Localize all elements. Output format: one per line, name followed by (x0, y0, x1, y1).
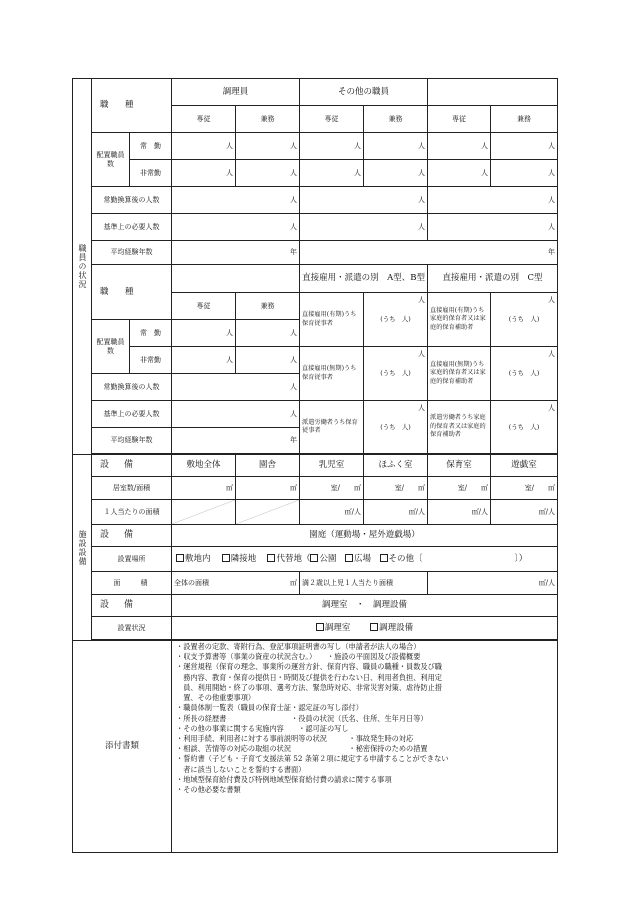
adjacent-checkbox[interactable]: 隣接地 (222, 554, 257, 564)
onsite-checkbox[interactable]: 敷地内 (176, 554, 211, 564)
attach-line: ・収支予算書等（事業の資産の状況含む。） ・施設の平面図及び設備概要 (176, 652, 421, 662)
attach-line: ・職員体制一覧表（職員の保育士証・認定証の写し添付） (176, 703, 363, 713)
attach-line: ・設置者の定款、寄附行為、登記事項証明書の写し（申請者が法人の場合） (176, 642, 421, 651)
application-form (72, 78, 557, 853)
count-input[interactable]: 人 (172, 187, 300, 214)
job-type-label: 職 種 (92, 265, 172, 320)
plaza-checkbox[interactable]: 広場 (345, 554, 371, 564)
c-fixed-term-count[interactable]: 人 (うち 人) (491, 293, 558, 347)
years-input[interactable]: 年 (172, 241, 300, 265)
park-checkbox[interactable]: 公園 (310, 554, 336, 564)
avg-experience-label: 平均経験年数 (92, 241, 172, 265)
col-infant-room: 乳児室 (300, 455, 364, 477)
count-input[interactable]: 人 (172, 401, 300, 428)
equipment-label: 設 備 (92, 455, 172, 477)
years-input[interactable]: 年 (300, 241, 558, 265)
years-input[interactable]: 年 (172, 428, 300, 454)
count-input[interactable]: 人 (364, 133, 428, 160)
attach-line: ・運営規程（保育の理念、事業所の運営方針、保育内容、職員の職種・員数及び職 (176, 662, 442, 672)
alternate-checkbox[interactable]: 代替地（ (267, 554, 310, 564)
attach-line: ・地域型保育給付費及び特例地域型保育給付費の請求に関する事項 (176, 774, 392, 784)
area-label: 面 積 (92, 572, 172, 595)
other-staff-header: その他の職員 (300, 79, 428, 106)
count-input[interactable]: 人 (428, 214, 558, 241)
location-options: 敷地内 隣接地 代替地（ 公園 広場 その他〔 〕） (172, 547, 558, 572)
staff-and-facility-table (72, 78, 558, 853)
attach-line: ・相談、苦情等の対応の取組の状況 ・秘密保持のための措置 (176, 744, 428, 754)
attach-line: 者に該当しないことを誓約する書面） (176, 764, 306, 774)
c-indefinite-count[interactable]: 人 (うち 人) (491, 347, 558, 401)
kitchen-equipment-checkbox[interactable]: 調理設備 (370, 623, 413, 633)
count-input[interactable]: 人 (491, 133, 558, 160)
area-input[interactable]: ㎡ (236, 477, 300, 500)
concurrent-label: 兼務 (364, 106, 428, 133)
ab-fixed-term-label: 直接雇用(有期)うち保育従事者 (300, 293, 364, 347)
attach-line: 置、その他重要事項） (176, 693, 256, 703)
blank-header (428, 79, 558, 106)
count-input[interactable]: 人 (236, 160, 300, 187)
count-input[interactable]: 人 (172, 160, 236, 187)
attach-line: ・利用手続、利用者に対する事前説明等の状況 ・事故発生時の対応 (176, 733, 414, 743)
type-c-header: 直接雇用・派遣の別 C型 (428, 265, 558, 293)
assigned-staff-label: 配置職員数 (92, 133, 130, 187)
col-nursery-room: 保育室 (428, 455, 491, 477)
nonregular-label: 非常勤 (130, 347, 172, 374)
per-child-input[interactable]: ㎡/人 (428, 500, 491, 525)
count-input[interactable]: 人 (172, 214, 300, 241)
nonregular-label: 非常勤 (130, 160, 172, 187)
ab-indefinite-label: 直接雇用(無期)うち保育従事者 (300, 347, 364, 401)
area-input[interactable]: ㎡ (172, 477, 236, 500)
count-input[interactable]: 人 (172, 347, 236, 374)
fulltime-dedicated-label: 専従 (428, 106, 491, 133)
fulltime-dedicated-label: 専従 (300, 106, 364, 133)
staff-section-label: 職員の状況 (73, 79, 92, 455)
kitchen-options (172, 617, 558, 640)
kitchen-room-checkbox[interactable]: 調理室 (316, 623, 351, 633)
avg-experience-label: 平均経験年数 (92, 428, 172, 454)
c-dispatch-label: 派遣労働者うち家庭的保育者又は家庭的保育補助者 (428, 401, 491, 454)
c-indefinite-label: 直接雇用(無期)うち家庭的保育者又は家庭的保育補助者 (428, 347, 491, 401)
attach-line: ・所長の経歴書 ・役員の状況（氏名、住所、生年月日等） (176, 713, 428, 723)
job-type-label: 職 種 (92, 79, 172, 133)
col-site: 敷地全体 (172, 455, 236, 477)
total-area-cell[interactable]: 全体の面積 ㎡ (172, 572, 300, 595)
equipment-label: 設 備 (92, 595, 172, 617)
count-input[interactable]: 人 (300, 214, 428, 241)
ab-dispatch-label: 派遣労働者うち保育従事者 (300, 401, 364, 454)
na-cell (172, 500, 236, 525)
other-checkbox[interactable]: その他〔 (380, 554, 423, 564)
count-input[interactable]: 人 (491, 160, 558, 187)
col-crawling-room: ほふく室 (364, 455, 428, 477)
count-input[interactable]: 人 (172, 374, 300, 401)
assigned-staff-label: 配置職員数 (92, 320, 130, 374)
per-child-area-label: １人当たりの面積 (92, 500, 172, 525)
cook-header: 調理員 (172, 79, 300, 106)
attach-line: ・その他の事業に関する実施内容 ・認可証の写し (176, 723, 349, 733)
room-area-input[interactable]: 室/ ㎡ (428, 477, 491, 500)
ab-dispatch-count[interactable]: 人 (うち 人) (364, 401, 428, 454)
count-input[interactable]: 人 (172, 320, 236, 347)
age2-area-label: 満２歳以上児１人当たり面積 (300, 572, 428, 595)
count-input[interactable]: 人 (428, 160, 491, 187)
fte-count-label: 常勤換算後の人数 (92, 374, 172, 401)
room-area-input[interactable]: 室/ ㎡ (300, 477, 364, 500)
attach-line: 務内容、教育・保育の提供日・時間及び提供を行わない日、利用者負担、利用定 (176, 672, 442, 682)
attachments-list (172, 641, 558, 853)
install-status-label: 設置状況 (92, 617, 172, 640)
count-input[interactable]: 人 (428, 187, 558, 214)
concurrent-label: 兼務 (236, 293, 300, 320)
blank-header (172, 265, 300, 293)
na-cell (236, 500, 300, 525)
attach-line: ・誓約書（子ども・子育て支援法第 52 条第２項に規定する申請することができない (176, 754, 449, 764)
age2-area-input[interactable]: ㎡/人 (428, 572, 558, 595)
room-count-area-label: 居室数/面積 (92, 477, 172, 500)
attach-line: ・その他必要な書類 (176, 785, 241, 795)
fte-count-label: 常勤換算後の人数 (92, 187, 172, 214)
kitchen-header: 調理室 ・ 調理設備 (172, 595, 558, 617)
ab-fixed-term-count[interactable]: 人 (うち 人) (364, 293, 428, 347)
count-input[interactable]: 人 (300, 133, 364, 160)
location-label: 設置場所 (92, 547, 172, 572)
regular-label: 常 勤 (130, 133, 172, 160)
concurrent-label: 兼務 (491, 106, 558, 133)
room-area-input[interactable]: 室/ ㎡ (491, 477, 558, 500)
concurrent-label: 兼務 (236, 106, 300, 133)
col-playroom: 遊戯室 (491, 455, 558, 477)
per-child-input[interactable]: ㎡/人 (491, 500, 558, 525)
attachments-label: 添付書類 (73, 641, 172, 853)
per-child-input[interactable]: ㎡/人 (364, 500, 428, 525)
c-fixed-term-label: 直接雇用(有期)うち家庭的保育者又は家庭的保育補助者 (428, 293, 491, 347)
attach-line: 員、利用開始・終了の事項、選考方法、緊急時対応、非常災害対策、虐待防止措 (176, 682, 442, 692)
regular-label: 常 勤 (130, 320, 172, 347)
count-input[interactable]: 人 (428, 133, 491, 160)
count-input[interactable]: 人 (364, 160, 428, 187)
required-count-label: 基準上の必要人数 (92, 401, 172, 428)
room-area-input[interactable]: 室/ ㎡ (364, 477, 428, 500)
count-input[interactable]: 人 (300, 160, 364, 187)
count-input[interactable]: 人 (236, 133, 300, 160)
count-input[interactable]: 人 (172, 133, 236, 160)
per-child-input[interactable]: ㎡/人 (300, 500, 364, 525)
garden-header: 園庭（運動場・屋外遊戯場） (172, 525, 558, 547)
required-count-label: 基準上の必要人数 (92, 214, 172, 241)
col-building: 園舎 (236, 455, 300, 477)
count-input[interactable]: 人 (300, 187, 428, 214)
fulltime-dedicated-label: 専従 (172, 293, 236, 320)
type-ab-header: 直接雇用・派遣の別 A型、B型 (300, 265, 428, 293)
count-input[interactable]: 人 (236, 320, 300, 347)
ab-indefinite-count[interactable]: 人 (うち 人) (364, 347, 428, 401)
c-dispatch-count[interactable]: 人 (うち 人) (491, 401, 558, 454)
facility-section-label: 施設設備 (73, 455, 92, 641)
equipment-label: 設 備 (92, 525, 172, 547)
count-input[interactable]: 人 (236, 347, 300, 374)
fulltime-dedicated-label: 専従 (172, 106, 236, 133)
